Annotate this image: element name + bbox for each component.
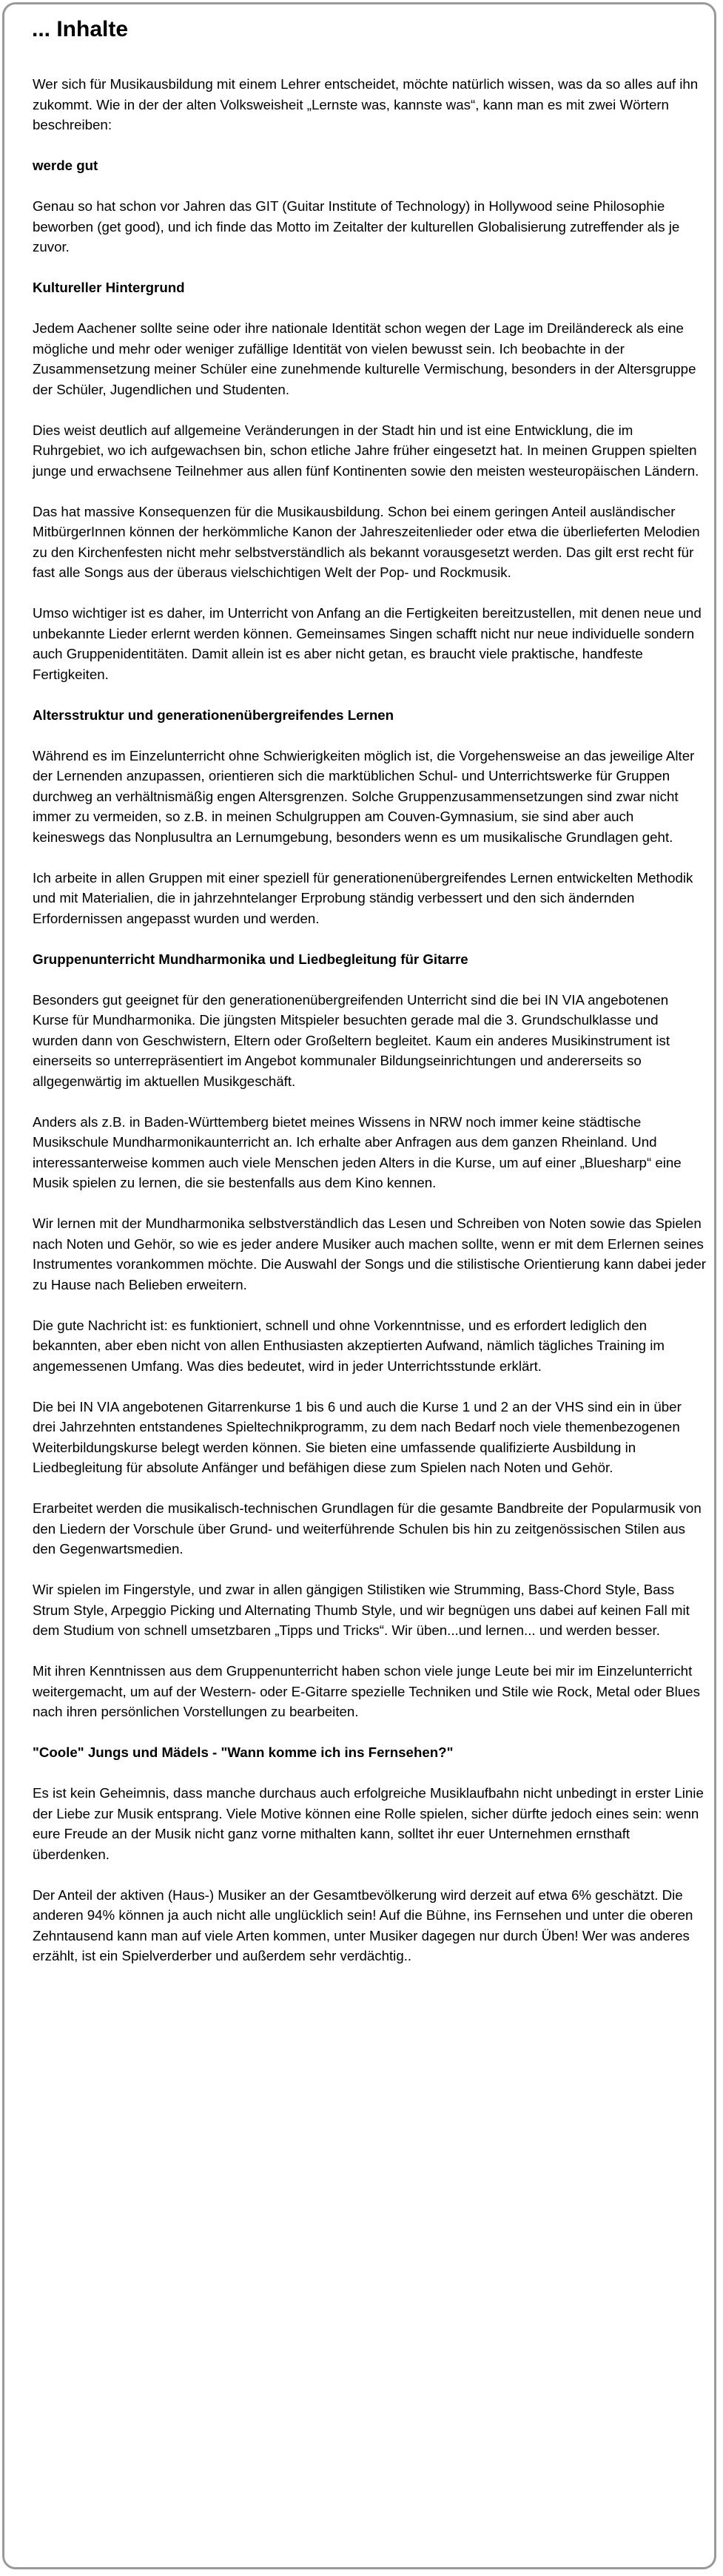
paragraph: Die bei IN VIA angebotenen Gitarrenkurse 1 bis 6 und auch die Kurse 1 und 2 an der VHS sind ein in über drei Jahrzehnten entstandenes Spieltechnikprogramm, zu dem nach Bedarf noch viele themenbezogenen Weiterbildungskurse belegt werden können. Sie bieten eine umfassende qualifizierte Ausbildung in Liedbegleitung für absolute Anfänger und befähigen diese zum Spielen nach Noten und Gehör. bbox=[33, 1398, 682, 1475]
paragraph: Die gute Nachricht ist: es funktioniert, schnell und ohne Vorkenntnisse, und es erfordert lediglich den bekannten, aber eben nicht von allen Enthusiasten akzeptierten Aufwand, nämlich tägliches Training im angemessenen Umfang. Was dies bedeutet, wird in jeder Unterrichtsstunde erklärt. bbox=[33, 1317, 665, 1374]
paragraph: Umso wichtiger ist es daher, im Unterricht von Anfang an die Fertigkeiten bereitzustellen, mit denen neue und unbekannte Lieder erlernt werden können. Gemeinsames Singen schafft nicht nur neue individuelle sondern auch Gruppenidentitäten. Damit allein ist es aber nicht getan, es braucht viele praktische, handfeste Fertigkeiten. bbox=[33, 605, 702, 682]
section-heading-coole-jungs: "Coole" Jungs und Mädels - "Wann komme ich ins Fernsehen?" bbox=[33, 1744, 454, 1760]
paragraph: Es ist kein Geheimnis, dass manche durchaus auch erfolgreiche Musiklaufbahn nicht unbedingt in erster Linie der Liebe zur Musik entsprang. Viele Motive können eine Rolle spielen, sicher dürfte jedoch eines sein: wenn eure Freude an der Musik nicht ganz vorne mithalten kann, solltet ihr euer Unternehmen ernsthaft überdenken. bbox=[33, 1785, 704, 1862]
section-heading-werde-gut: werde gut bbox=[33, 158, 98, 173]
paragraph: Erarbeitet werden die musikalisch-technischen Grundlagen für die gesamte Bandbreite der Popularmusik von den Liedern der Vorschule über Grund- und weiterführende Schulen bis hin zu zeitgenössischen Stilen aus den Gegenwartsmedien. bbox=[33, 1500, 702, 1557]
section-heading-gruppenunterricht: Gruppenunterricht Mundharmonika und Liedbegleitung für Gitarre bbox=[33, 951, 468, 967]
intro-paragraph: Wer sich für Musikausbildung mit einem Lehrer entscheidet, möchte natürlich wissen, was da so alles auf ihn zukommt. Wie in der der alten Volksweisheit „Lernste was, kannste was“, kann man es mit zwei Wörtern beschreiben: bbox=[33, 76, 699, 132]
section-heading-altersstruktur: Altersstruktur und generationenübergreifendes Lernen bbox=[33, 707, 394, 723]
paragraph: Ich arbeite in allen Gruppen mit einer speziell für generationenübergreifendes Lernen entwickelten Methodik und mit Materialien, die in jahrzehntelanger Erprobung ständig verbessert und den sich ändernden Erfordernissen angepasst wurden und werden. bbox=[33, 869, 693, 926]
paragraph: Der Anteil der aktiven (Haus-) Musiker an der Gesamtbevölkerung wird derzeit auf etwa 6% geschätzt. Die anderen 94% können ja auch nicht alle unglücklich sein! Auf die Bühne, ins Fernsehen und unter die oberen Zehntausend kann man auf viele Arten kommen, unter Musiker dagegen nur durch Üben! Wer was anderes erzählt, ist ein Spielverderber und außerdem sehr verdächtig.. bbox=[33, 1887, 693, 1963]
paragraph: Wir lernen mit der Mundharmonika selbstverständlich das Lesen und Schreiben von Noten sowie das Spielen nach Noten und Gehör, so wie es jeder andere Musiker auch machen sollte, wenn er mit dem Erlernen seines Instrumentes vorankommen möchte. Die Auswahl der Songs und die stilistische Orientierung kann dabei jeder zu Hause nach Belieben erweitern. bbox=[33, 1215, 706, 1292]
paragraph: Genau so hat schon vor Jahren das GIT (Guitar Institute of Technology) in Hollywood seine Philosophie beworben (get good), und ich finde das Motto im Zeitalter der kulturellen Globalisierung zutreffender als je zuvor. bbox=[33, 198, 680, 254]
page-title: ... Inhalte bbox=[32, 17, 129, 41]
article-body bbox=[33, 74, 706, 1986]
paragraph: Während es im Einzelunterricht ohne Schwierigkeiten möglich ist, die Vorgehensweise an das jeweilige Alter der Lernenden anzupassen, orientieren sich die marktüblichen Schul- und Unterrichtswerke für Gruppen durchweg an verhältnismäßig engen Altersgrenzen. Solche Gruppenzusammensetzungen sind zwar nicht immer zu vermeiden, so z.B. in meinen Schulgruppen am Couven-Gymnasium, sie sind aber auch keineswegs das Nonplusultra an Lernumgebung, besonders wenn es um musikalische Grundlagen geht. bbox=[33, 747, 695, 845]
paragraph: Dies weist deutlich auf allgemeine Veränderungen in der Stadt hin und ist eine Entwicklung, die im Ruhrgebiet, wo ich aufgewachsen bin, schon etliche Jahre früher eingesetzt hat. In meinen Gruppen spielten junge und erwachsene Teilnehmer aus allen fünf Kontinenten sowie den meisten westeuropäischen Ländern. bbox=[33, 422, 699, 479]
paragraph: Anders als z.B. in Baden-Württemberg bietet meines Wissens in NRW noch immer keine städtische Musikschule Mundharmonikaunterricht an. Ich erhalte aber Anfragen aus dem ganzen Rheinland. Und interessanterweise kommen auch viele Menschen jeden Alters in die Kurse, um auf einer „Bluesharp“ eine Musik spielen zu lernen, die sie bestenfalls aus dem Kino kennen. bbox=[33, 1113, 682, 1190]
section-heading-kultureller-hintergrund: Kultureller Hintergrund bbox=[33, 280, 185, 295]
paragraph: Wir spielen im Fingerstyle, und zwar in allen gängigen Stilistiken wie Strumming, Bass-Chord Style, Bass Strum Style, Arpeggio Picking und Alternating Thumb Style, und wir begnügen uns dabei auf keinen Fall mit dem Studium von schnell umsetzbaren „Tipps und Tricks“. Wir üben...und lernen... und werden besser. bbox=[33, 1582, 690, 1638]
paragraph: Besonders gut geeignet für den generationenübergreifenden Unterricht sind die bei IN VIA angebotenen Kurse für Mundharmonika. Die jüngsten Mitspieler besuchten gerade mal die 3. Grundschulklasse und wurden dann von Geschwistern, Eltern oder Großeltern begleitet. Kaum ein anderes Musikinstrument ist einerseits so unterrepräsentiert im Angebot kommunaler Bildungseinrichtungen und andererseits so allgegenwärtig im aktuellen Musikgeschäft. bbox=[33, 991, 670, 1089]
paragraph: Das hat massive Konsequenzen für die Musikausbildung. Schon bei einem geringen Anteil ausländischer MitbürgerInnen können der herkömmliche Kanon der Jahreszeitenlieder oder etwa die überlieferten Melodien zu den Kirchenfesten nicht mehr selbstverständlich als bekannt vorausgesetzt werden. Das gilt erst recht für fast alle Songs aus der überaus vielschichtigen Welt der Pop- und Rockmusik. bbox=[33, 503, 700, 580]
paragraph: Jedem Aachener sollte seine oder ihre nationale Identität schon wegen der Lage im Dreiländereck als eine mögliche und mehr oder weniger zufällige Identität von vielen bewusst sein. Ich beobachte in der Zusammensetzung meiner Schüler eine zunehmende kulturelle Vermischung, besonders in der Altersgruppe der Schüler, Jugendlichen und Studenten. bbox=[33, 320, 696, 397]
paragraph: Mit ihren Kenntnissen aus dem Gruppenunterricht haben schon viele junge Leute bei mir im Einzelunterricht weitergemacht, um auf der Western- oder E-Gitarre spezielle Techniken und Stile wie Rock, Metal oder Blues nach ihren persönlichen Vorstellungen zu bearbeiten. bbox=[33, 1663, 700, 1719]
content-frame bbox=[2, 2, 716, 2569]
